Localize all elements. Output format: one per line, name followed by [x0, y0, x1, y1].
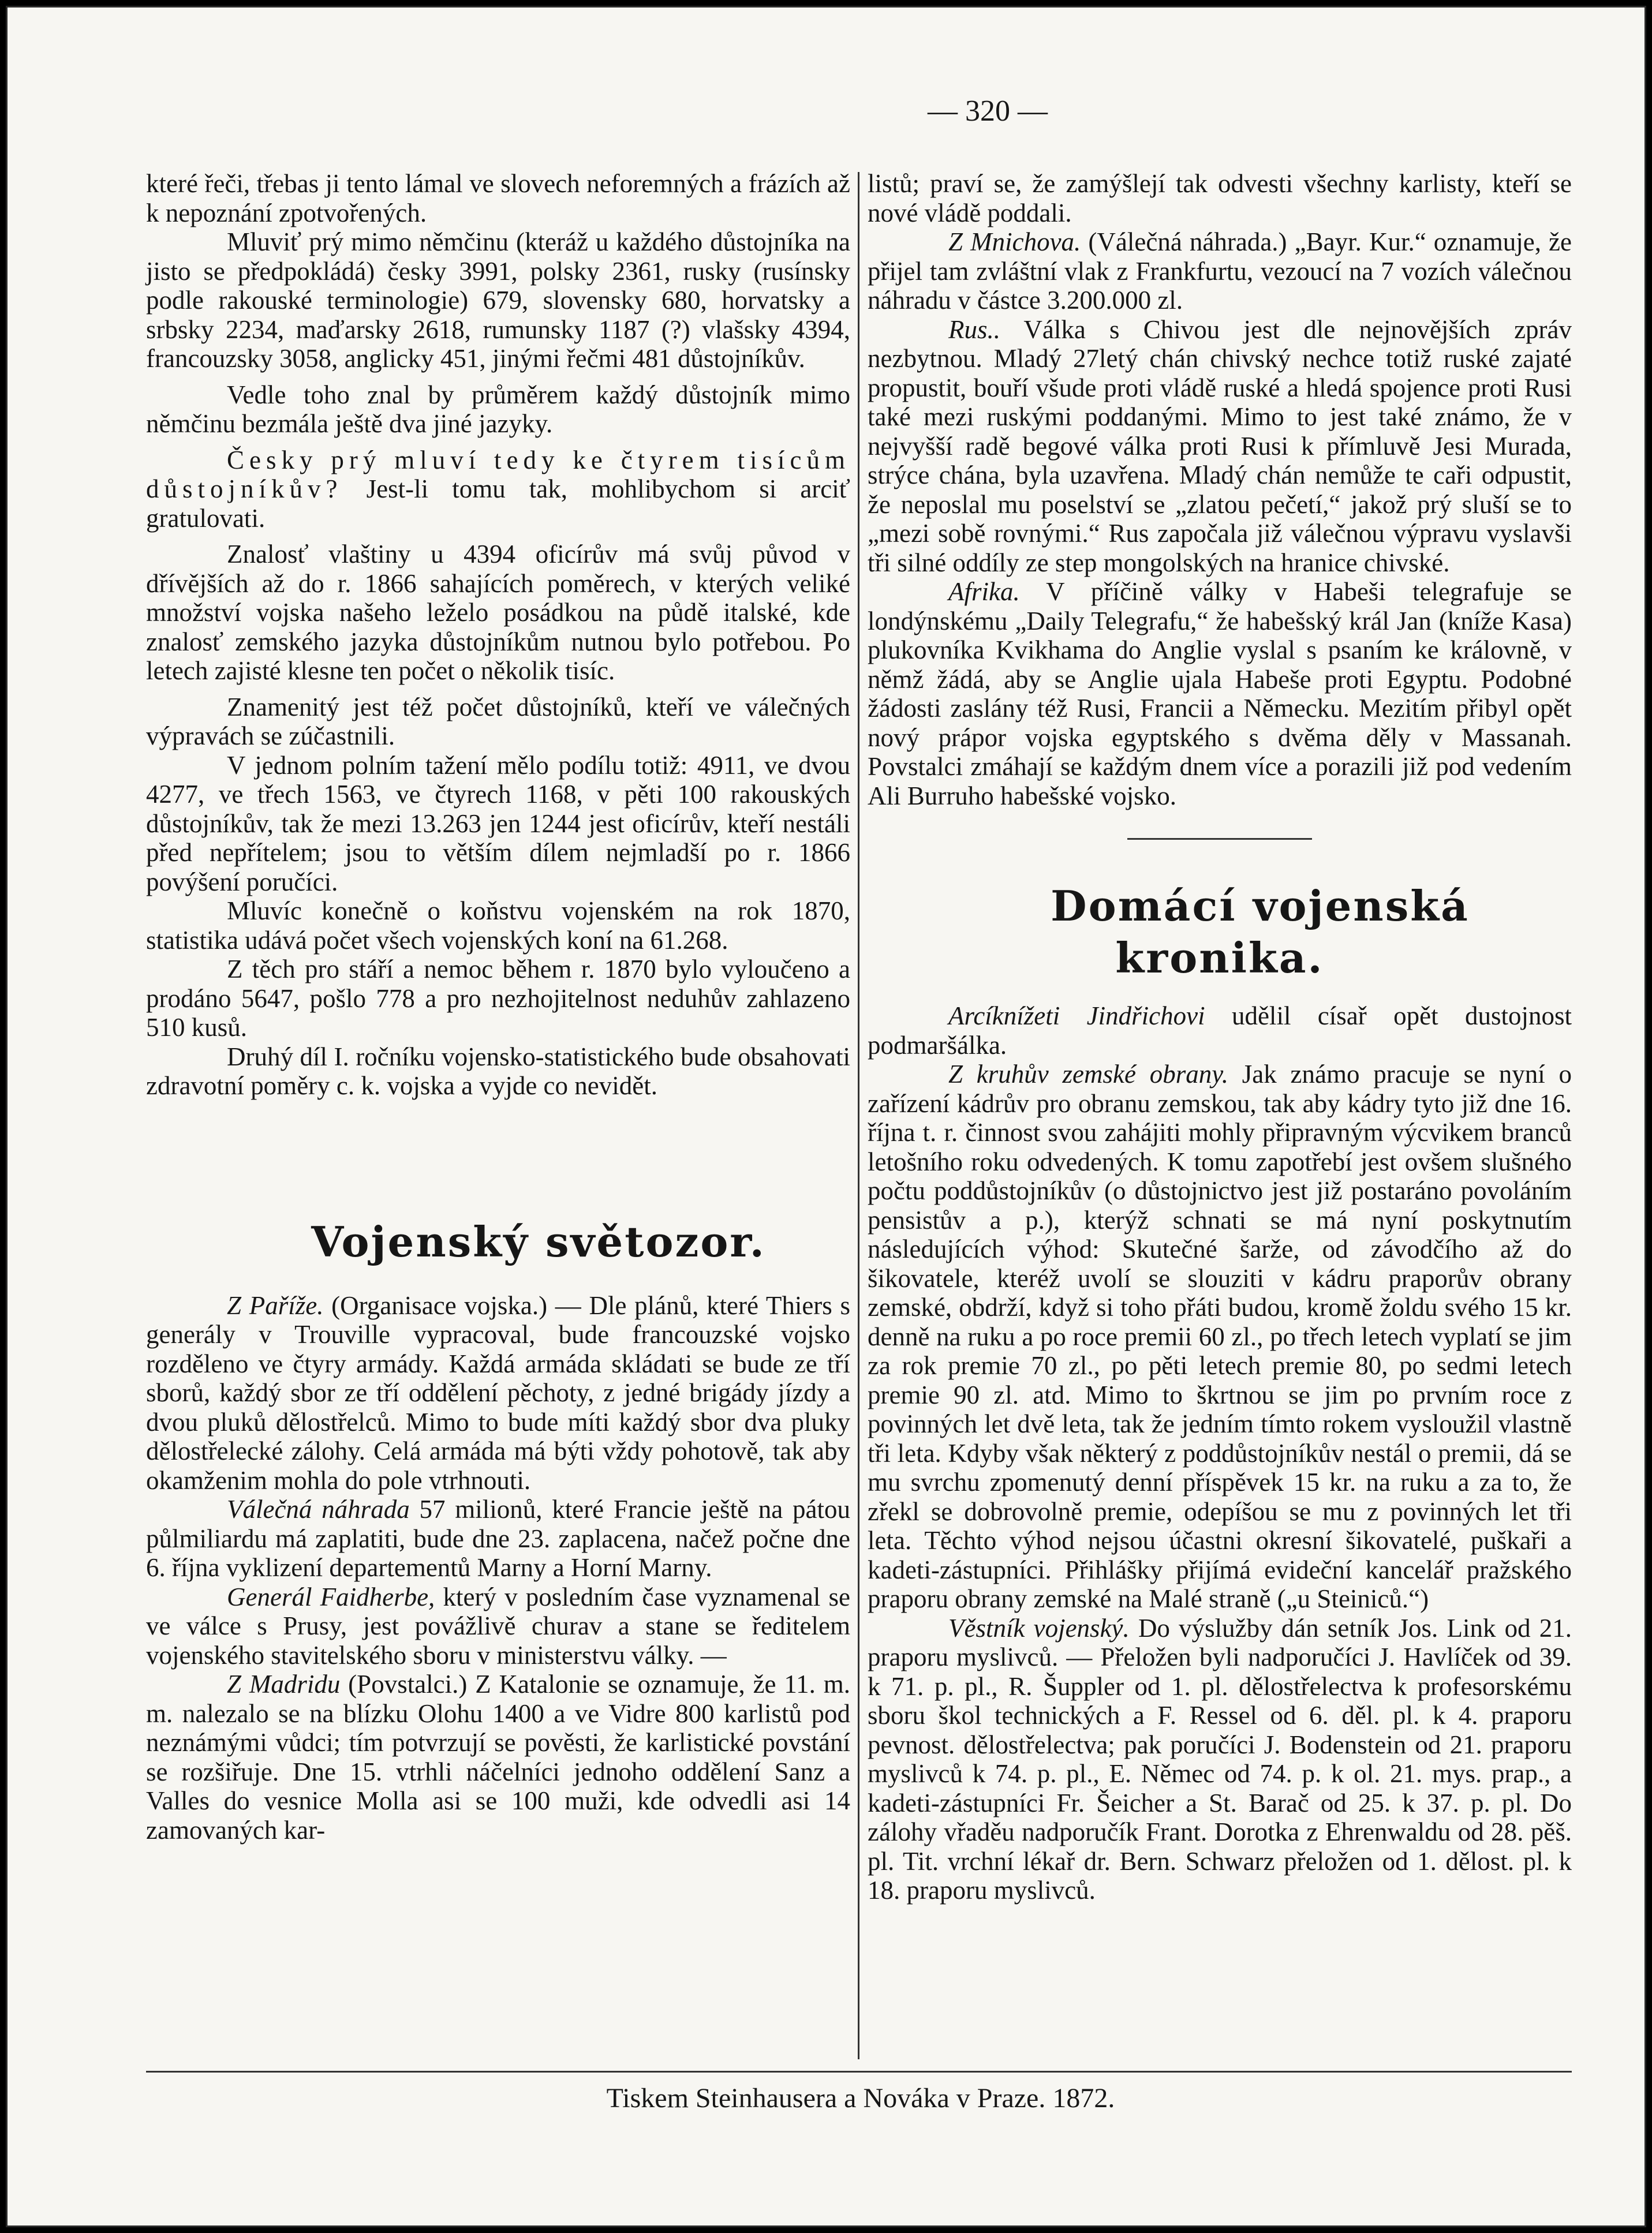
article-text: Jak známo pracuje se nyní o zařízení kádrův pro obranu zemskou, tak aby kádry tyto již dne 16. října t. r. činnost svou zahájiti mohly připravným výcvikem branců letošního roku odvedených. K tomu zapotřebí jest ovšem slušného počtu poddůstojníkův (o důstojnictvo jest již postaráno povoláním pensistův a p.), kterýž schnati se má nyní poskytnutím následujících výhod: Skutečné šarže, od závodčího až do šikovatele, kteréž uvolí se slouziti v kádru praporův obrany zemské, obdrží, když si toho přáti budou, kromě žoldu svého 15 kr. denně na ruku a po roce premii 60 zl., po třech letech vyplatí se jim za rok premie 70 zl., po pěti letech premie 80, po sedmi letech premie 90 zl. atd. Mimo to škrtnou se jim po prvním roce z povinných let dvě leta, tak že jedním tímto rokem vysloužil vlastně tři leta. Kdyby však některý z poddůstojníkův nestál o premii, dá se mu svrchu zpomenutý denní příspěvek 15 kr. na ruku a za to, že zřekl se dobrovolně premie, odepíšou se mu z povinných let tři leta. Těchto výhod nejsou účastni okresní šikovatelé, puškaři a kadeti-zástupníci. Přihlášky přijímá evideční kancelář pražského praporu obrany zemské na Malé straně („u Steiniců.“): [868, 1060, 1572, 1613]
article-text: udělil císař opět dustojnost podmaršálka.: [868, 1001, 1572, 1060]
article-lead: Z kruhův zemské obrany.: [948, 1060, 1229, 1089]
section-title-kronika: Domácí vojenská kronika.: [1051, 881, 1470, 982]
paragraph: Znalosť vlaštiny u 4394 oficírův má svůj původ v dřívějších až do r. 1866 sahajících poměrech, v kterých veliké množství vojska našeho leželo posádkou na půdě italské, kde znalosť zemského jazyka důstojníkům nutnou bylo potřebou. Po letech zajisté klesne ten počet o několik tisíc.: [146, 540, 850, 685]
article-lead: Válečná náhrada: [227, 1495, 410, 1524]
article-lead: Rus..: [948, 315, 1000, 344]
article: [146, 1583, 850, 1670]
column-divider: [858, 172, 859, 2059]
page-number: — 320 —: [928, 95, 1048, 128]
article: [146, 1495, 850, 1583]
article-lead: Generál Faidherbe,: [227, 1582, 435, 1611]
article-text: který v posledním čase vyznamenal se ve válce s Prusy, jest povážlivě churav a stane se ředitelem vojenského stavitelského sboru v ministerstvu války. —: [146, 1582, 850, 1670]
article-text: Válka s Chivou jest dle nejnovějších zpráv nezbytnou. Mladý 27letý chán chivský nechce totiž ruské zajaté propustit, bouří všude proti vládě ruské a hledá spojence proti Rusi také mezi ruskými poddanými. Mimo to jest také známo, že v nejvyšší radě begové válka proti Rusi k přímluvě Jesi Murada, strýce chána, byla uzavřena. Mladý chán nemůže te caři odpustit, že neposlal mu poselství se „zlatou pečetí,“ jakož prý sluší se to „mezi sobě rovnými.“ Rus započala již válečnou výpravu vyslavši tři silné oddíly ze step mongolských na hranice chivské.: [868, 315, 1572, 577]
article-text: (Povstalci.) Z Katalonie se oznamuje, že 11. m. m. nalezalo se na blízku Olohu 1400 a ve Vidre 800 karlistů pod neznámými vůdci; tím potvrzují se pověsti, že karlistické povstání se rozšiřuje. Dne 15. vtrhli náčelníci jednoho oddělení Sanz a Valles do vesnice Molla asi se 100 muži, kde odvedli asi 14 zamovaných kar-: [146, 1670, 850, 1845]
article-text: (Válečná náhrada.) „Bayr. Kur.“ oznamuje, že přijel tam zvláštní vlak z Frankfurtu, vezoucí na 7 vozích válečnou náhradu v částce 3.200.000 zl.: [868, 227, 1572, 315]
paragraph: Vedle toho znal by průměrem každý důstojník mimo němčinu bezmála ještě dva jiné jazyky.: [146, 380, 850, 438]
paragraph: V jednom polním tažení mělo podílu totiž: 4911, ve dvou 4277, ve třech 1563, ve čtyrech 1168, v pěti 100 rakouských důstojníkův, tak že mezi 13.263 jen 1244 jest oficírův, kteří nestáli před nepřítelem; jsou to větším dílem nejmladší po r. 1866 povýšení poručíci.: [146, 750, 850, 896]
paragraph: které řeči, třebas ji tento lámal ve slovech neforemných a frázích až k nepoznání zpotvořených.: [146, 169, 850, 227]
article-text: V příčině války v Habeši telegrafuje se londýnskému „Daily Telegrafu,“ že habešský král Jan (kníže Kasa) plukovníka Kvikhama do Anglie vyslal s psaním ke královně, v němž žádá, aby se Anglie ujala Habeše proti Egyptu. Podobné žádosti zaslány též Rusi, Francii a Německu. Mezitím přibyl opět nový prápor vojska egyptského s dvěma děly v Massanah. Povstalci zmáhají se každým dnem více a porazili již pod vedením Ali Burruho habešské vojsko.: [868, 577, 1572, 810]
paragraph: [146, 446, 850, 533]
article-lead: Z Madridu: [227, 1670, 341, 1699]
paragraph: Znamenitý jest též počet důstojníků, kteří ve válečných výpravách se zúčastnili.: [146, 692, 850, 750]
paragraph: Mluvíc konečně o koňstvu vojenském na rok 1870, statistika udává počet všech vojenských koní na 61.268.: [146, 896, 850, 955]
paragraph: Druhý díl I. ročníku vojensko-statistického bude obsahovati zdravotní poměry c. k. vojska a vyjde co nevidět.: [146, 1042, 850, 1100]
article-text: Do výslužby dán setník Jos. Link od 21. praporu myslivců. — Přeložen byli nadporučíci J. Havlíček od 39. k 71. p. pl., R. Šuppler od 1. pl. dělostřelectva k profesorskému sboru škol technických a F. Ressel od 6. děl. pl. k 4. praporu pevnost. dělostřelectva; pak poručíci J. Bodenstein od 21. praporu myslivců k 74. p. pl., E. Němec od 74. p. k ol. 21. mys. prap., a kadeti-zástupníci Fr. Šeicher a St. Barač od 25. k 37. p. pl. Do zálohy vřaděu nadporučík Frant. Dorotka z Ehrenwaldu od 28. pěš. pl. Tit. vrchní lékař dr. Bern. Schwarz přeložen od 1. dělost. pl. k 18. praporu myslivců.: [868, 1613, 1572, 1905]
article: [868, 1614, 1572, 1905]
right-column: [868, 169, 1572, 1905]
article-lead: Afrika.: [948, 577, 1020, 606]
article: [868, 227, 1572, 315]
article: [146, 1291, 850, 1495]
paragraph: Mluviť prý mimo němčinu (kteráž u každého důstojníka na jisto se předpokládá) česky 3991, polsky 2361, rusky (rusínsky podle rakouské terminologie) 679, slovensky 680, horvatsky a srbsky 2234, maďarsky 2618, rumunsky 1187 (?) vlašsky 4394, francouzsky 3058, anglicky 451, jinými řečmi 481 důstojníkův.: [146, 227, 850, 373]
article-text: (Organisace vojska.) — Dle plánů, které Thiers s generály v Trouville vypracoval, bude francouzské vojsko rozděleno ve čtyry armády. Každá armáda skládati se bude ze tří sborů, každý sbor ze tří oddělení pěchoty, z jedné brigády jízdy a dvou pluků dělostřelců. Mimo to bude míti každý sbor dva pluky dělostřelecké zálohy. Celá armáda má býti vždy pohotově, tak aby okamženim mohla do pole vtrhnouti.: [146, 1291, 850, 1495]
article: [146, 1670, 850, 1845]
paragraph: listů; praví se, že zamýšlejí tak odvesti všechny karlisty, kteří se nové vládě poddali.: [868, 169, 1572, 227]
paragraph-text: Jest-li tomu tak, mohlibychom si arciť gratulovati.: [146, 474, 850, 533]
footer-rule: [146, 2071, 1572, 2073]
article: [868, 315, 1572, 578]
article: [868, 1060, 1572, 1614]
section-title-svetozor: Vojenský světozor.: [311, 1217, 766, 1266]
left-column: [146, 169, 850, 1845]
article: [868, 577, 1572, 810]
article-lead: Arcíknížeti Jindřichovi: [948, 1001, 1205, 1030]
newspaper-page: [6, 6, 1646, 2227]
article-lead: Věstník vojenský.: [948, 1613, 1130, 1643]
article-lead: Z Mnichova.: [948, 227, 1081, 256]
article: [868, 1001, 1572, 1060]
printer-imprint: Tiskem Steinhausera a Nováka v Praze. 1872.: [606, 2083, 1115, 2114]
article-text: 57 milionů, které Francie ještě na pátou půlmiliardu má zaplatiti, bude dne 23. zaplacena, načež počne dne 6. října vyklizení departementů Marny a Horní Marny.: [146, 1495, 850, 1582]
article-lead: Z Paříže.: [227, 1291, 324, 1320]
spaced-text: Česky prý mluví tedy ke čtyrem tisícům důstojníkův?: [146, 445, 850, 503]
paragraph: Z těch pro stáří a nemoc během r. 1870 bylo vyloučeno a prodáno 5647, pošlo 778 a pro nezhojitelnost neduhův zahlazeno 510 kusů.: [146, 955, 850, 1042]
